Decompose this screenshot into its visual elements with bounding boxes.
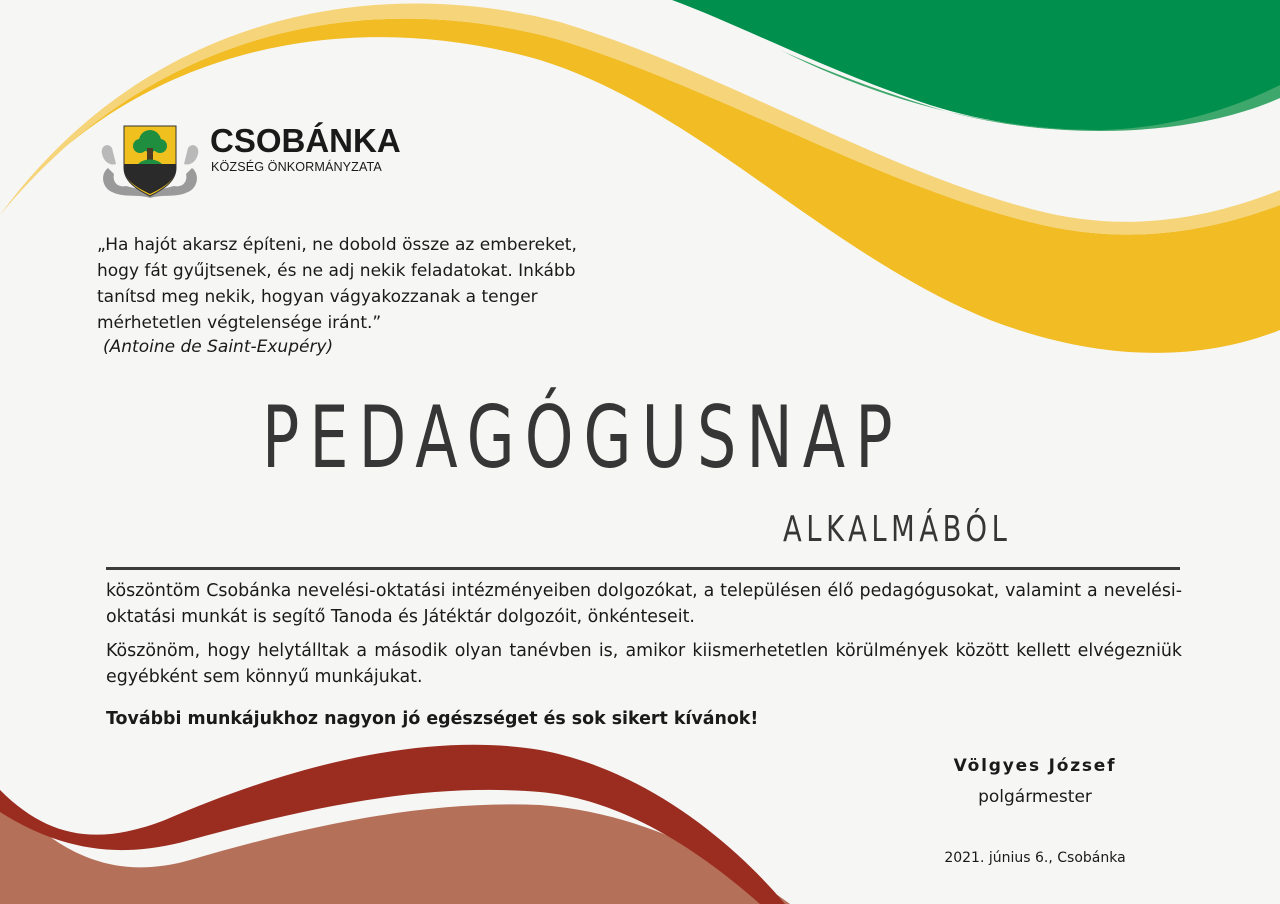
body-text [106, 578, 1182, 740]
divider [106, 567, 1180, 570]
org-name: CSOBÁNKA [210, 122, 401, 159]
page-title: PEDAGÓGUSNAP [262, 388, 903, 488]
coat-of-arms-icon [98, 124, 202, 200]
date-place: 2021. június 6., Csobánka [944, 850, 1126, 866]
signer-name: Völgyes József [953, 756, 1117, 776]
quote-line: „Ha hajót akarsz építeni, ne dobold össze az embereket, [97, 235, 577, 255]
signer-title: polgármester [978, 787, 1092, 807]
quote-author: (Antoine de Saint-Exupéry) [103, 337, 334, 357]
quote [97, 232, 697, 336]
quote-line: mérhetetlen végtelensége iránt.” [97, 313, 382, 333]
body-paragraph: Köszönöm, hogy helytálltak a második olyan tanévben is, amikor kiismerhetetlen körülmények között kellett elvégezniük egyébként sem könnyű munkájukat. [106, 641, 1182, 687]
page-subtitle: ALKALMÁBÓL [783, 509, 1012, 550]
quote-line: tanítsd meg nekik, hogyan vágyakozzanak a tenger [97, 287, 538, 307]
closing-line: További munkájukhoz nagyon jó egészséget és sok sikert kívánok! [106, 709, 759, 729]
org-subtitle: KÖZSÉG ÖNKORMÁNYZATA [211, 160, 382, 174]
quote-line: hogy fát gyűjtsenek, és ne adj nekik feladatokat. Inkább [97, 261, 576, 281]
body-paragraph: köszöntöm Csobánka nevelési-oktatási intézményeiben dolgozókat, a településen élő pedagógusokat, valamint a nevelési-oktatási munkát is segítő Tanoda és Játéktár dolgozóit, önkénteseit. [106, 581, 1182, 627]
